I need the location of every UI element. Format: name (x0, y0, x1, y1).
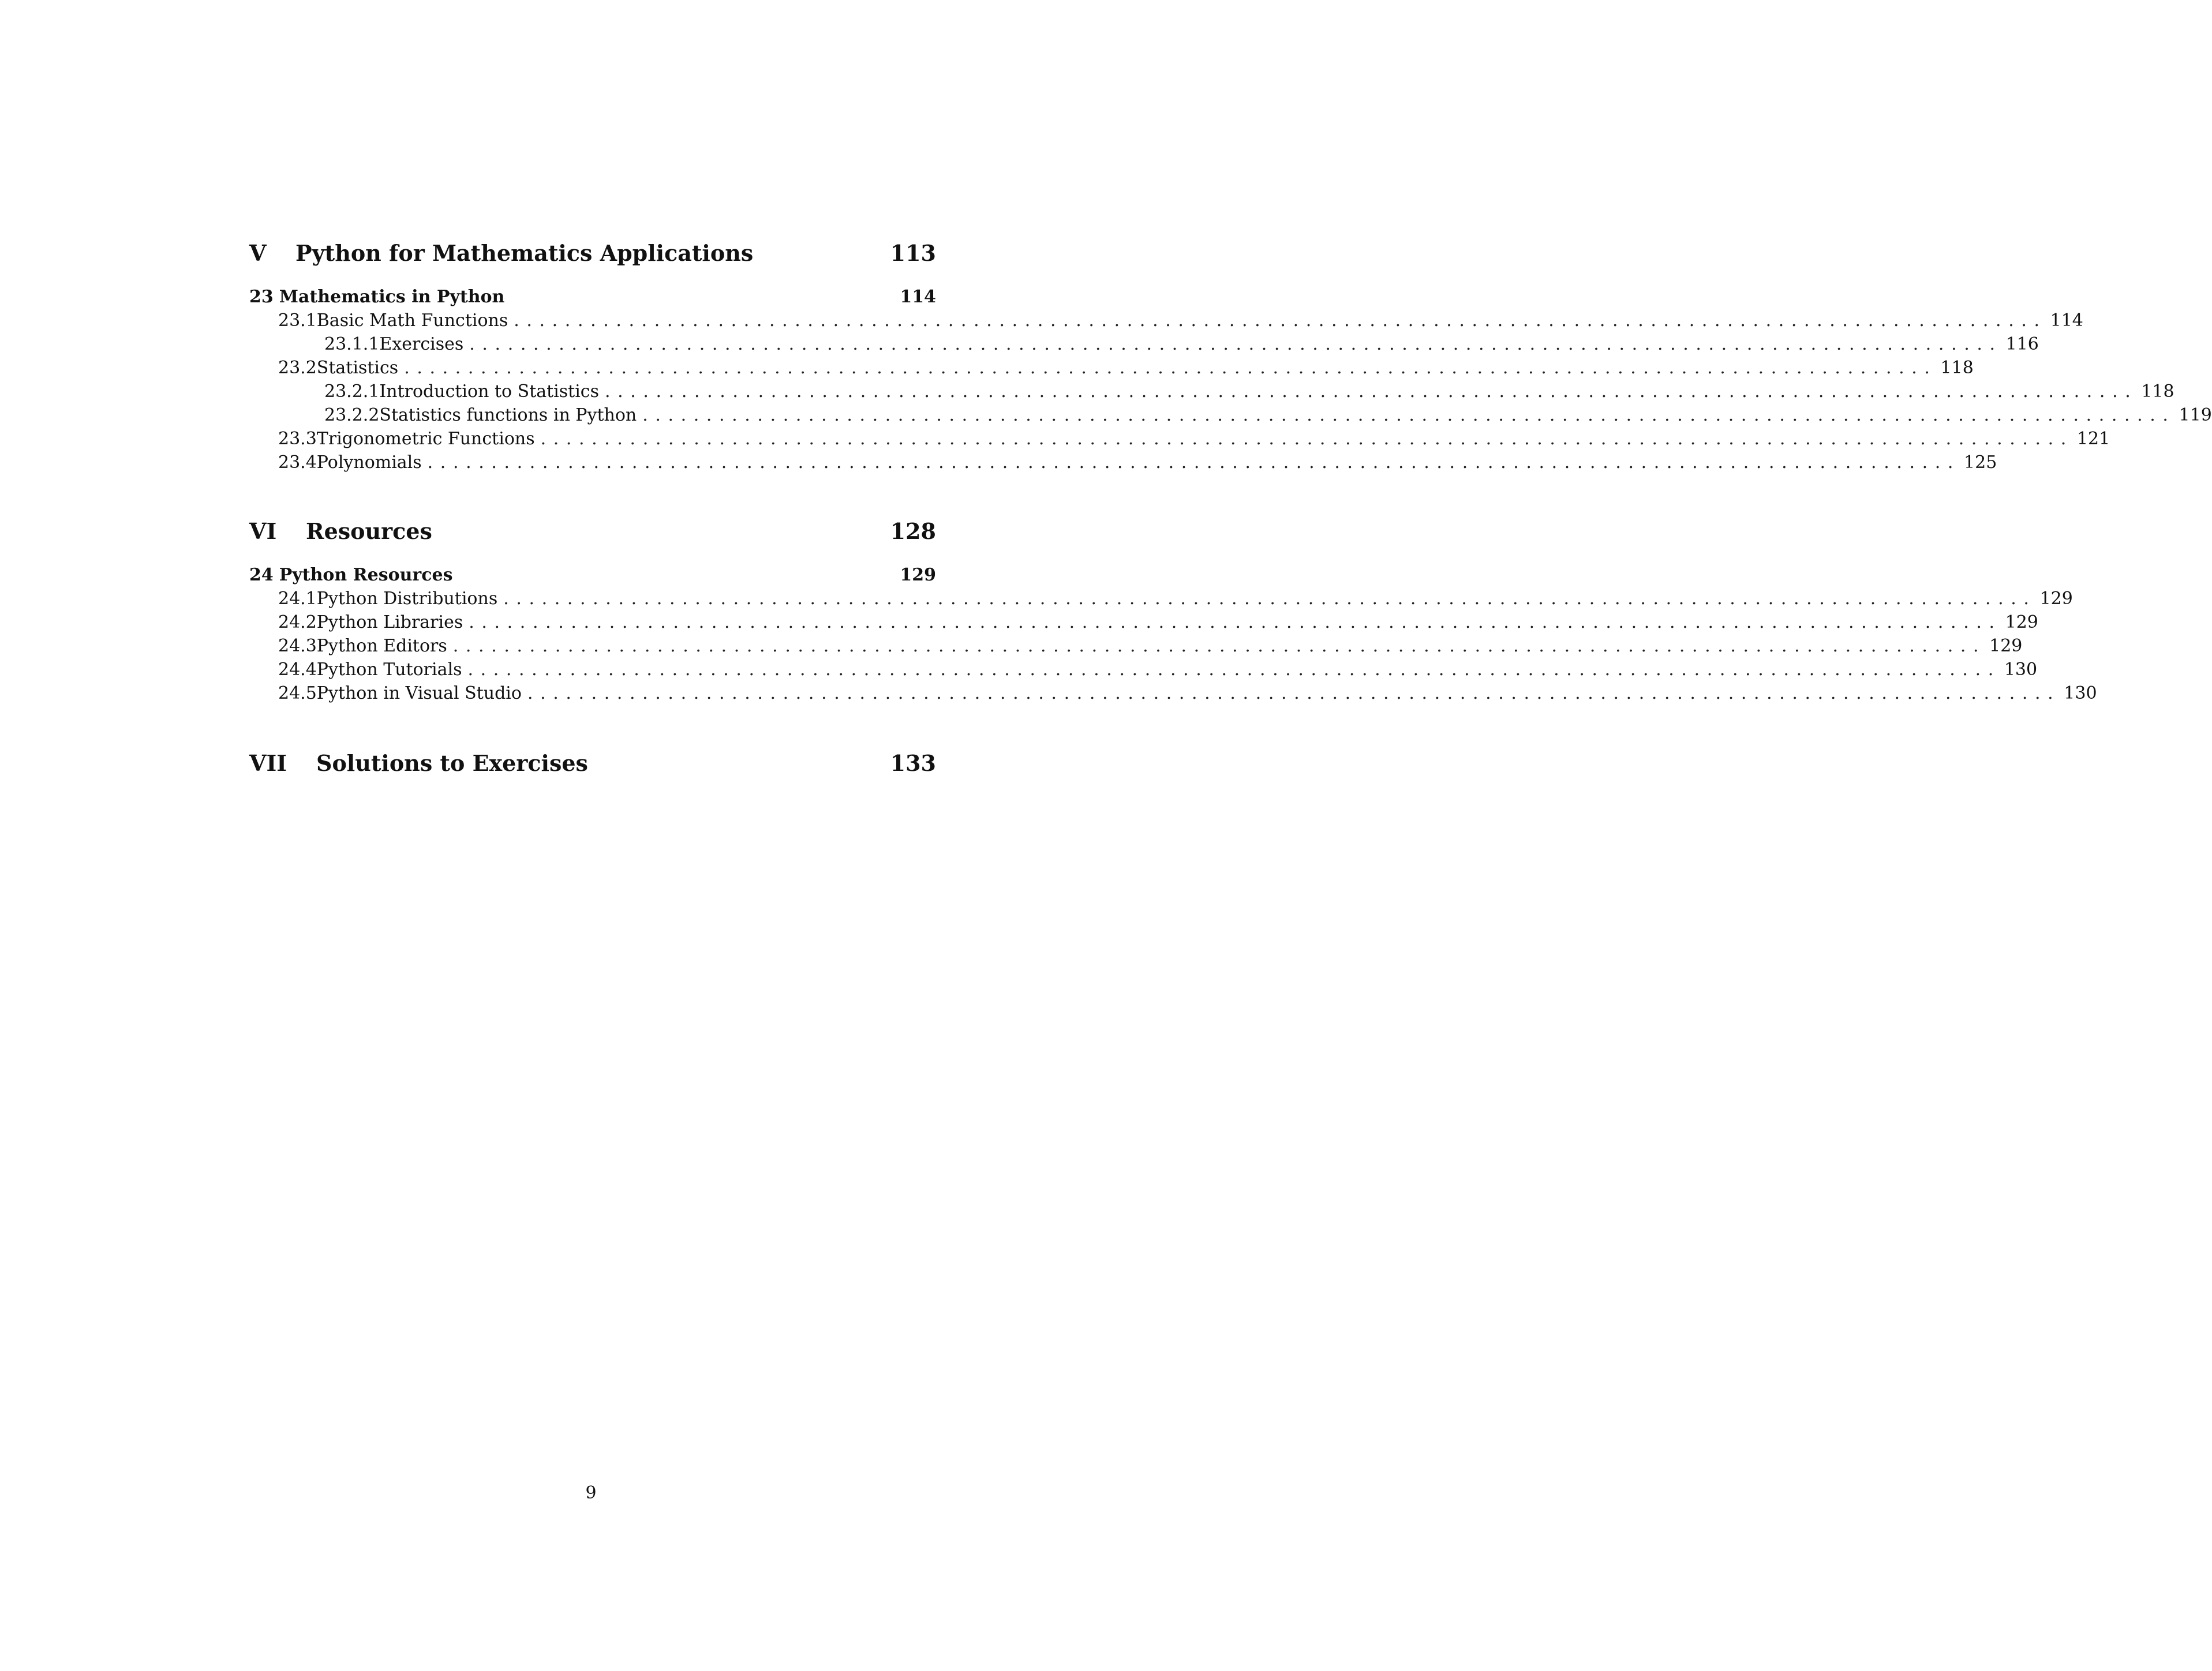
entry-number: 24.5 (278, 683, 317, 703)
part-page: 128 (890, 518, 936, 544)
part-number: VI (249, 518, 277, 544)
toc-entry (249, 309, 2083, 332)
toc-entry (249, 610, 2038, 634)
entry-page: 129 (1989, 636, 2023, 656)
part-number: V (249, 240, 267, 266)
entry-number: 24.3 (278, 636, 317, 656)
chapter-title: Python Resources (279, 565, 453, 585)
entry-page: 119 (2179, 405, 2212, 425)
toc-entry (249, 403, 2212, 427)
entry-page: 121 (2076, 429, 2110, 449)
entry-title: Python Distributions (316, 589, 498, 609)
entry-page: 130 (2064, 683, 2097, 703)
dot-leader: ........................................................................................................................ (427, 452, 1961, 473)
entry-title: Python in Visual Studio (316, 683, 522, 703)
dot-leader: ........................................................................................................................ (467, 660, 2001, 680)
entry-page: 114 (2050, 310, 2083, 331)
dot-leader: ........................................................................................................................ (514, 310, 2047, 331)
entry-number: 23.1.1 (324, 334, 380, 354)
part-title: Python for Mathematics Applications (295, 240, 754, 266)
entry-page: 129 (2005, 612, 2038, 632)
entry-number: 24.2 (278, 612, 317, 632)
entry-page: 118 (2141, 381, 2174, 402)
dot-leader: ........................................................................................................................ (469, 334, 2003, 354)
toc-entry (249, 356, 1974, 380)
entry-page: 130 (2004, 660, 2038, 680)
dot-leader: ........................................................................................................................ (404, 358, 1937, 378)
entry-title: Python Libraries (316, 612, 463, 632)
entry-title: Exercises (379, 334, 464, 354)
toc-entry (249, 380, 2174, 403)
dot-leader: ........................................................................................................................ (452, 636, 1986, 656)
toc-entry (249, 587, 2073, 610)
entry-number: 23.2.2 (324, 405, 380, 425)
page-number: 9 (585, 1483, 597, 1503)
entry-number: 23.3 (278, 429, 317, 449)
toc-part-v (249, 242, 936, 264)
entry-number: 23.4 (278, 452, 317, 473)
entry-number: 24.1 (278, 589, 317, 609)
entry-page: 116 (2005, 334, 2039, 354)
toc-part-vi (249, 520, 936, 542)
part-number: VII (249, 750, 287, 776)
entry-number: 23.2.1 (324, 381, 380, 402)
dot-leader: ........................................................................................................................ (469, 612, 2002, 632)
chapter-number: 23 (249, 287, 274, 307)
entry-title: Python Editors (316, 636, 447, 656)
toc-chapter-24 (249, 563, 936, 587)
entry-number: 24.4 (278, 660, 317, 680)
toc-entry (249, 332, 2039, 356)
chapter-number: 24 (249, 565, 274, 585)
dot-leader: ........................................................................................................................ (503, 589, 2037, 609)
dot-leader: ........................................................................................................................ (605, 381, 2138, 402)
part-page: 113 (890, 240, 936, 266)
chapter-page: 114 (900, 287, 936, 307)
entry-page: 118 (1940, 358, 1974, 378)
dot-leader: ........................................................................................................................ (527, 683, 2061, 703)
chapter-page: 129 (900, 565, 936, 585)
entry-title: Trigonometric Functions (316, 429, 535, 449)
entry-title: Python Tutorials (316, 660, 462, 680)
entry-number: 23.1 (278, 310, 317, 331)
entry-title: Polynomials (316, 452, 422, 473)
part-title: Resources (306, 518, 432, 544)
entry-title: Statistics (316, 358, 399, 378)
toc-chapter-23 (249, 285, 936, 309)
toc-entry (249, 658, 2038, 681)
entry-page: 129 (2039, 589, 2073, 609)
part-title: Solutions to Exercises (316, 750, 588, 776)
entry-title: Introduction to Statistics (379, 381, 599, 402)
entry-title: Statistics functions in Python (379, 405, 637, 425)
entry-number: 23.2 (278, 358, 317, 378)
entry-page: 125 (1964, 452, 1997, 473)
toc-entry (249, 427, 2110, 451)
toc-entry (249, 451, 1997, 474)
table-of-contents (249, 240, 2212, 776)
toc-entry (249, 681, 2097, 705)
entry-title: Basic Math Functions (316, 310, 508, 331)
toc-entry (249, 634, 2023, 658)
dot-leader: ........................................................................................................................ (642, 405, 2176, 425)
toc-part-vii (249, 752, 936, 774)
part-page: 133 (890, 750, 936, 776)
dot-leader: ........................................................................................................................ (540, 429, 2073, 449)
chapter-title: Mathematics in Python (279, 287, 505, 307)
